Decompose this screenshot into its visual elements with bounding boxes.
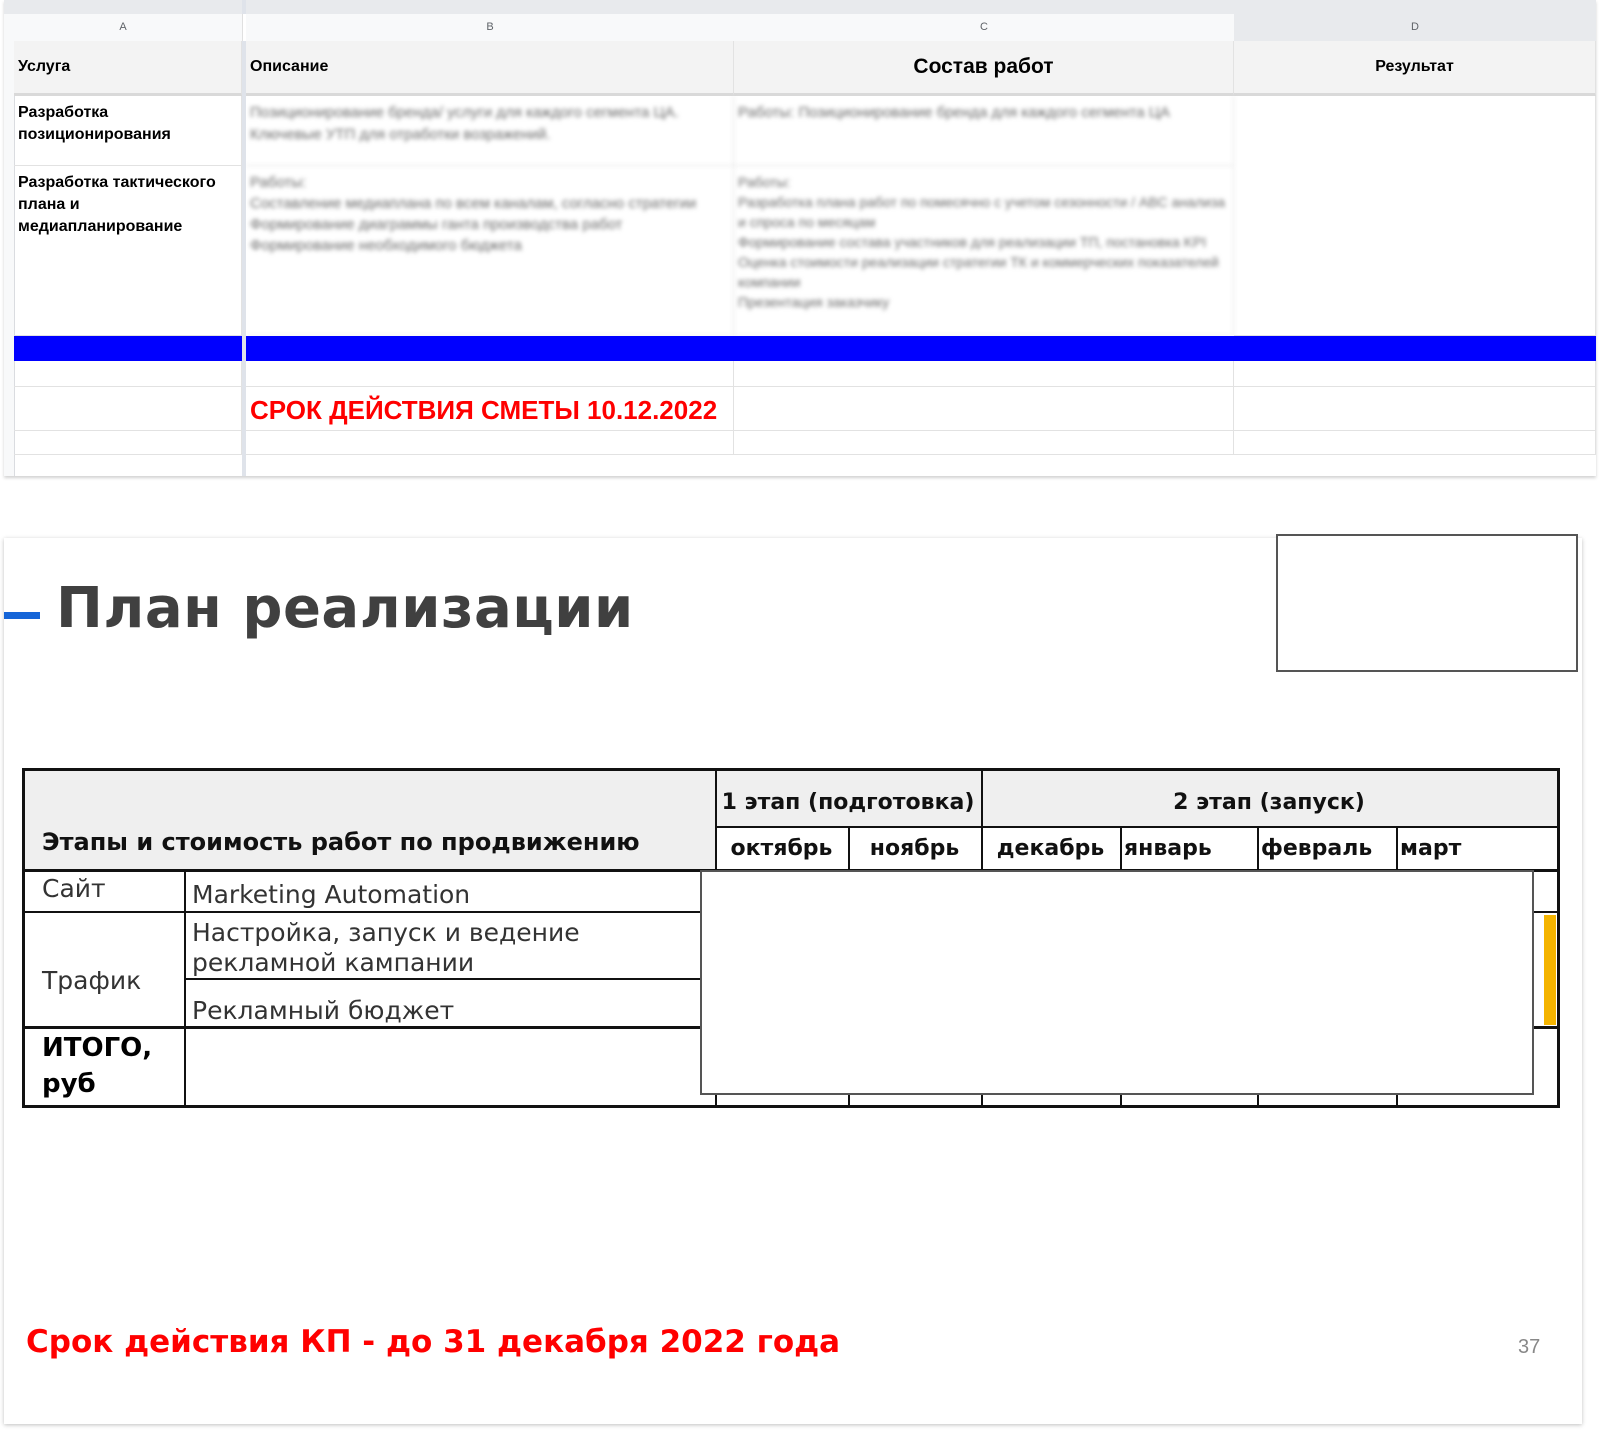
header-cell-result[interactable]: Результат xyxy=(1234,41,1596,96)
cell-row2-works[interactable]: Работы: Разработка плана работ по помесячно с учетом сезонности / ABC анализа и спроса по месяцам Формирование состава участников для реализации ТП, постановка KPI Оценка стоимости реализации стратегии ТК и коммерческих показателей компании Презентация заказчику xyxy=(734,166,1234,336)
empty-cell[interactable] xyxy=(734,431,1234,455)
freeze-divider-bottom[interactable] xyxy=(242,361,246,476)
highlight-traffic-right xyxy=(1544,915,1556,1025)
blue-highlighted-row[interactable] xyxy=(14,336,1596,361)
month-march: март xyxy=(1400,836,1462,861)
freeze-divider[interactable] xyxy=(242,41,246,336)
header-cell-service[interactable]: Услуга xyxy=(14,41,242,96)
offer-deadline-footer: Срок действия КП - до 31 декабря 2022 года xyxy=(26,1324,841,1360)
corner-header-bg xyxy=(25,771,715,871)
empty-cell[interactable] xyxy=(1234,431,1596,455)
title-accent-dash xyxy=(4,612,40,619)
month-february: февраль xyxy=(1261,836,1373,861)
column-header-d[interactable]: D xyxy=(1234,14,1596,42)
header-cell-description[interactable]: Описание xyxy=(246,41,734,96)
month-december: декабрь xyxy=(996,836,1105,861)
cell-row1-works[interactable]: Работы: Позиционирование бренда для каждого сегмента ЦА xyxy=(734,96,1234,166)
empty-cell[interactable] xyxy=(734,361,1234,387)
freeze-divider-top[interactable] xyxy=(242,0,246,14)
site-label: Сайт xyxy=(42,874,106,903)
empty-cell[interactable] xyxy=(246,431,734,455)
empty-cell[interactable] xyxy=(14,431,242,455)
corner-header: Этапы и стоимость работ по продвижению xyxy=(42,828,640,856)
cell-result-merged[interactable] xyxy=(1234,96,1596,336)
traffic-label: Трафик xyxy=(42,966,142,995)
cell-row2-description[interactable]: Работы: Составление медиаплана по всем каналам, согласно стратегии Формирование диаграммы ганта производства работ Формирование необходимого бюджета xyxy=(246,166,734,336)
spreadsheet-panel xyxy=(4,0,1596,476)
page-number: 37 xyxy=(1518,1336,1541,1358)
site-item: Marketing Automation xyxy=(192,880,471,909)
cell-row2-service[interactable]: Разработка тактического плана и медиапланирование xyxy=(14,166,242,336)
freeze-gap xyxy=(242,336,246,361)
column-header-c[interactable]: C xyxy=(734,14,1235,42)
row-divider xyxy=(186,978,716,980)
column-header-b[interactable]: B xyxy=(246,14,735,42)
logo-placeholder xyxy=(1276,534,1578,672)
column-header-a[interactable]: A xyxy=(4,14,243,42)
empty-cell[interactable] xyxy=(14,361,242,387)
estimate-deadline-cell[interactable]: СРОК ДЕЙСТВИЯ СМЕТЫ 10.12.2022 xyxy=(246,387,734,431)
empty-cell[interactable] xyxy=(14,387,242,431)
header-cell-works[interactable]: Состав работ xyxy=(734,41,1234,96)
slide-title: План реализации xyxy=(56,576,634,641)
cell-row1-description[interactable]: Позиционирование бренда/ услуги для каждого сегмента ЦА. Ключевые УТП для отработки возражений. xyxy=(246,96,734,166)
cell-row1-service[interactable]: Разработка позиционирования xyxy=(14,96,242,166)
traffic-item-campaign: Настройка, запуск и ведение рекламной кампании xyxy=(192,918,580,977)
empty-cell[interactable] xyxy=(734,387,1234,431)
month-october: октябрь xyxy=(730,836,833,861)
total-label: ИТОГО, руб xyxy=(42,1033,153,1099)
month-january: январь xyxy=(1124,836,1212,861)
empty-cell[interactable] xyxy=(1234,361,1596,387)
month-november: ноябрь xyxy=(869,836,960,861)
total-cell xyxy=(184,1028,716,1105)
stage2-header: 2 этап (запуск) xyxy=(1173,790,1365,815)
redaction-box xyxy=(700,870,1534,1095)
traffic-item-budget: Рекламный бюджет xyxy=(192,996,455,1025)
empty-cell[interactable] xyxy=(1234,387,1596,431)
presentation-slide xyxy=(4,538,1582,1424)
stage1-header: 1 этап (подготовка) xyxy=(721,790,975,815)
empty-cell[interactable] xyxy=(246,361,734,387)
